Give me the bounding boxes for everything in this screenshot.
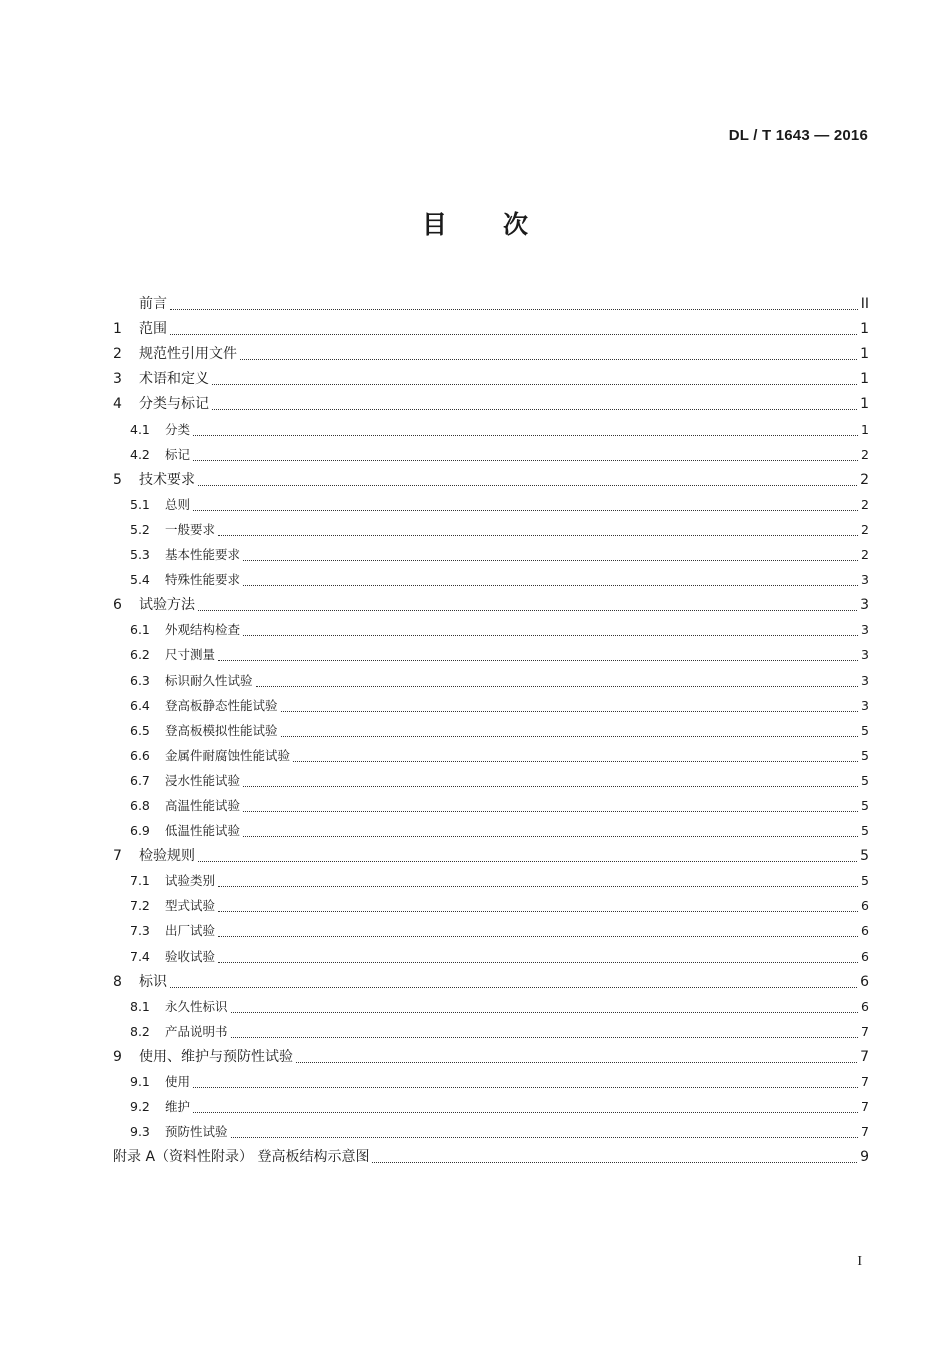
- toc-entry-page: 3: [860, 597, 869, 614]
- toc-entry[interactable]: [113, 664, 869, 689]
- toc-entry-label: 附录 A（资料性附录） 登高板结构示意图: [113, 1149, 370, 1166]
- toc-entry-label: 尺寸测量: [165, 647, 216, 663]
- toc-entry-number: 5.1: [130, 496, 150, 512]
- toc-entry-label: 永久性标识: [165, 998, 228, 1014]
- toc-entry[interactable]: [113, 991, 869, 1016]
- toc-entry-label: 登高板模拟性能试验: [165, 722, 278, 738]
- toc-entry-number: 9.1: [130, 1074, 150, 1089]
- toc-entry[interactable]: [113, 790, 869, 815]
- toc-entry-label: 特殊性能要求: [165, 572, 241, 588]
- toc-entry-number: 6.1: [130, 622, 150, 638]
- toc-entry-page: 2: [861, 446, 869, 462]
- toc-entry-number: 5.2: [130, 521, 150, 537]
- dot-leader: [372, 1161, 857, 1163]
- toc-entry-number: 6.6: [130, 747, 150, 763]
- dot-leader: [243, 559, 858, 561]
- toc-entry[interactable]: [113, 1116, 869, 1141]
- toc-entry[interactable]: [113, 890, 869, 915]
- title-char-1: 目: [421, 210, 447, 239]
- toc-entry[interactable]: [113, 740, 869, 765]
- dot-leader: [296, 1061, 857, 1063]
- toc-entry-page: 1: [860, 321, 869, 338]
- toc-entry-number: 8.2: [130, 1023, 150, 1039]
- toc-entry-label: 金属件耐腐蚀性能试验: [165, 747, 291, 763]
- toc-entry-page: 1: [860, 396, 869, 413]
- toc-entry-page: 7: [860, 1048, 869, 1065]
- toc-entry-page: 7: [861, 1074, 869, 1089]
- toc-entry[interactable]: [113, 413, 869, 438]
- toc-entry-label: 标记: [165, 446, 191, 462]
- dot-leader: [218, 885, 858, 887]
- toc-entry[interactable]: [113, 1041, 869, 1066]
- toc-entry-page: II: [860, 296, 869, 313]
- toc-entry-label: 高温性能试验: [165, 797, 241, 813]
- toc-entry-number: 7: [113, 848, 122, 865]
- toc-entry[interactable]: [113, 514, 869, 539]
- toc-entry-label: 总则: [165, 496, 191, 512]
- toc-entry-label: 浸水性能试验: [165, 772, 241, 788]
- toc-entry-page: 2: [861, 547, 869, 563]
- dot-leader: [243, 584, 858, 586]
- toc-entry-page: 5: [861, 823, 869, 839]
- toc-entry-page: 7: [861, 1023, 869, 1039]
- toc-entry-number: 5: [113, 471, 122, 488]
- toc-entry-label: 预防性试验: [165, 1124, 228, 1140]
- toc-entry-page: 7: [861, 1099, 869, 1115]
- toc-entry[interactable]: [113, 539, 869, 564]
- toc-entry-page: 5: [861, 873, 869, 889]
- toc-entry[interactable]: [113, 940, 869, 965]
- toc-entry-page: 2: [861, 496, 869, 512]
- toc-entry-label: 出厂试验: [165, 923, 216, 939]
- toc-entry-number: 7.1: [130, 873, 150, 889]
- toc-entry-label: 型式试验: [165, 898, 216, 914]
- dot-leader: [218, 935, 858, 937]
- toc-entry[interactable]: [113, 439, 869, 464]
- document-code: DL / T 1643 — 2016: [728, 127, 868, 144]
- toc-entry[interactable]: [113, 915, 869, 940]
- toc-entry[interactable]: [113, 614, 869, 639]
- toc-entry[interactable]: [113, 815, 869, 840]
- toc-entry[interactable]: [113, 966, 869, 991]
- toc-entry[interactable]: [113, 690, 869, 715]
- toc-entry-page: 1: [861, 421, 869, 437]
- toc-entry-number: 1: [113, 321, 122, 338]
- dot-leader: [240, 358, 857, 360]
- toc-entry-number: 9.3: [130, 1124, 150, 1140]
- dot-leader: [293, 760, 858, 762]
- toc-entry[interactable]: [113, 1091, 869, 1116]
- dot-leader: [243, 835, 858, 837]
- page-title: [0, 205, 950, 241]
- toc-entry-page: 2: [860, 471, 869, 488]
- toc-entry-page: 5: [861, 722, 869, 738]
- toc-entry-label: 分类: [165, 421, 191, 437]
- dot-leader: [198, 484, 857, 486]
- toc-entry-label: 低温性能试验: [165, 823, 241, 839]
- toc-entry-label: 范围: [139, 321, 167, 338]
- toc-entry-label: 维护: [165, 1099, 191, 1115]
- dot-leader: [198, 609, 857, 611]
- toc-entry-number: 9: [113, 1048, 122, 1065]
- toc-entry[interactable]: [113, 288, 869, 313]
- toc-entry-label: 使用、维护与预防性试验: [139, 1048, 293, 1065]
- dot-leader: [218, 659, 858, 661]
- toc-entry-label: 试验方法: [139, 597, 195, 614]
- dot-leader: [243, 810, 858, 812]
- toc-entry-page: 3: [861, 622, 869, 638]
- title-char-2: 次: [503, 210, 529, 239]
- toc-entry-number: 6.5: [130, 722, 150, 738]
- dot-leader: [170, 308, 858, 310]
- toc-entry-number: 6.8: [130, 797, 150, 813]
- footer-page-number: I: [857, 1254, 862, 1269]
- toc-entry-page: 5: [861, 797, 869, 813]
- toc-entry-number: 2: [113, 346, 122, 363]
- dot-leader: [212, 408, 857, 410]
- toc-entry[interactable]: [113, 363, 869, 388]
- toc-entry-number: 4.2: [130, 446, 150, 462]
- toc-entry-page: 1: [860, 346, 869, 363]
- toc-entry[interactable]: [113, 1016, 869, 1041]
- dot-leader: [218, 534, 858, 536]
- dot-leader: [231, 1136, 858, 1138]
- toc-entry[interactable]: [113, 489, 869, 514]
- toc-entry-label: 登高板静态性能试验: [165, 697, 278, 713]
- dot-leader: [170, 986, 857, 988]
- toc-entry-page: 6: [861, 948, 869, 964]
- toc-entry-page: 3: [861, 672, 869, 688]
- toc-entry[interactable]: [113, 338, 869, 363]
- toc-entry[interactable]: [113, 865, 869, 890]
- toc-entry-number: 6.7: [130, 772, 150, 788]
- toc-entry-page: 6: [861, 923, 869, 939]
- toc-entry-label: 外观结构检查: [165, 622, 241, 638]
- toc-entry[interactable]: [113, 639, 869, 664]
- toc-entry-page: 7: [861, 1124, 869, 1140]
- dot-leader: [198, 860, 857, 862]
- toc-entry[interactable]: [113, 564, 869, 589]
- toc-entry-number: 8: [113, 973, 122, 990]
- toc-entry-number: 6.3: [130, 672, 150, 688]
- toc-entry-number: 7.2: [130, 898, 150, 914]
- toc-entry-number: 9.2: [130, 1099, 150, 1115]
- dot-leader: [243, 634, 858, 636]
- toc-entry-label: 使用: [165, 1074, 191, 1089]
- toc-entry-page: 5: [861, 747, 869, 763]
- toc-entry-number: 6.9: [130, 823, 150, 839]
- toc-entry-number: 6.2: [130, 647, 150, 663]
- toc-entry-label: 产品说明书: [165, 1023, 228, 1039]
- toc-entry-number: 4.1: [130, 421, 150, 437]
- toc-entry-number: 3: [113, 371, 122, 388]
- toc-entry[interactable]: [113, 765, 869, 790]
- toc-entry[interactable]: [113, 840, 869, 865]
- toc-entry-label: 检验规则: [139, 848, 195, 865]
- toc-entry-number: 5.4: [130, 572, 150, 588]
- toc-entry-label: 一般要求: [165, 521, 216, 537]
- toc-entry-label: 分类与标记: [139, 396, 209, 413]
- toc-entry-number: 7.4: [130, 948, 150, 964]
- dot-leader: [218, 961, 858, 963]
- dot-leader: [193, 1086, 858, 1088]
- toc-entry-label: 试验类别: [165, 873, 216, 889]
- toc-entry[interactable]: [113, 715, 869, 740]
- toc-entry-page: 2: [861, 521, 869, 537]
- toc-entry-number: 6.4: [130, 697, 150, 713]
- table-of-contents: [113, 288, 869, 1166]
- toc-entry-number: 6: [113, 597, 122, 614]
- toc-entry-label: 验收试验: [165, 948, 216, 964]
- dot-leader: [193, 434, 858, 436]
- toc-entry-page: 3: [861, 647, 869, 663]
- toc-entry-page: 1: [860, 371, 869, 388]
- toc-entry-label: 术语和定义: [139, 371, 209, 388]
- dot-leader: [193, 1111, 858, 1113]
- dot-leader: [243, 785, 858, 787]
- toc-entry[interactable]: [113, 589, 869, 614]
- toc-entry-page: 6: [860, 973, 869, 990]
- dot-leader: [212, 383, 857, 385]
- toc-entry[interactable]: [113, 1066, 869, 1091]
- toc-entry-number: 4: [113, 396, 122, 413]
- toc-entry-label: 基本性能要求: [165, 547, 241, 563]
- toc-entry-label: 技术要求: [139, 471, 195, 488]
- toc-entry-number: 8.1: [130, 998, 150, 1014]
- toc-entry[interactable]: [113, 313, 869, 338]
- toc-entry-page: 6: [861, 898, 869, 914]
- toc-entry-label: 标识耐久性试验: [165, 672, 253, 688]
- toc-entry-number: 7.3: [130, 923, 150, 939]
- toc-entry-page: 3: [861, 697, 869, 713]
- toc-entry-page: 5: [860, 848, 869, 865]
- toc-entry-page: 3: [861, 572, 869, 588]
- toc-entry-page: 9: [860, 1149, 869, 1166]
- toc-entry-page: 6: [861, 998, 869, 1014]
- toc-entry[interactable]: [113, 464, 869, 489]
- toc-entry-page: 5: [861, 772, 869, 788]
- dot-leader: [231, 1011, 858, 1013]
- toc-entry[interactable]: [113, 1141, 869, 1166]
- toc-entry-label: 前言: [139, 296, 167, 313]
- dot-leader: [281, 710, 858, 712]
- toc-entry-label: 规范性引用文件: [139, 346, 237, 363]
- toc-entry-number: 5.3: [130, 547, 150, 563]
- toc-entry-label: 标识: [139, 973, 167, 990]
- dot-leader: [281, 735, 858, 737]
- dot-leader: [193, 509, 858, 511]
- dot-leader: [256, 685, 858, 687]
- dot-leader: [193, 459, 858, 461]
- dot-leader: [170, 333, 857, 335]
- dot-leader: [218, 910, 858, 912]
- toc-entry[interactable]: [113, 388, 869, 413]
- dot-leader: [231, 1036, 858, 1038]
